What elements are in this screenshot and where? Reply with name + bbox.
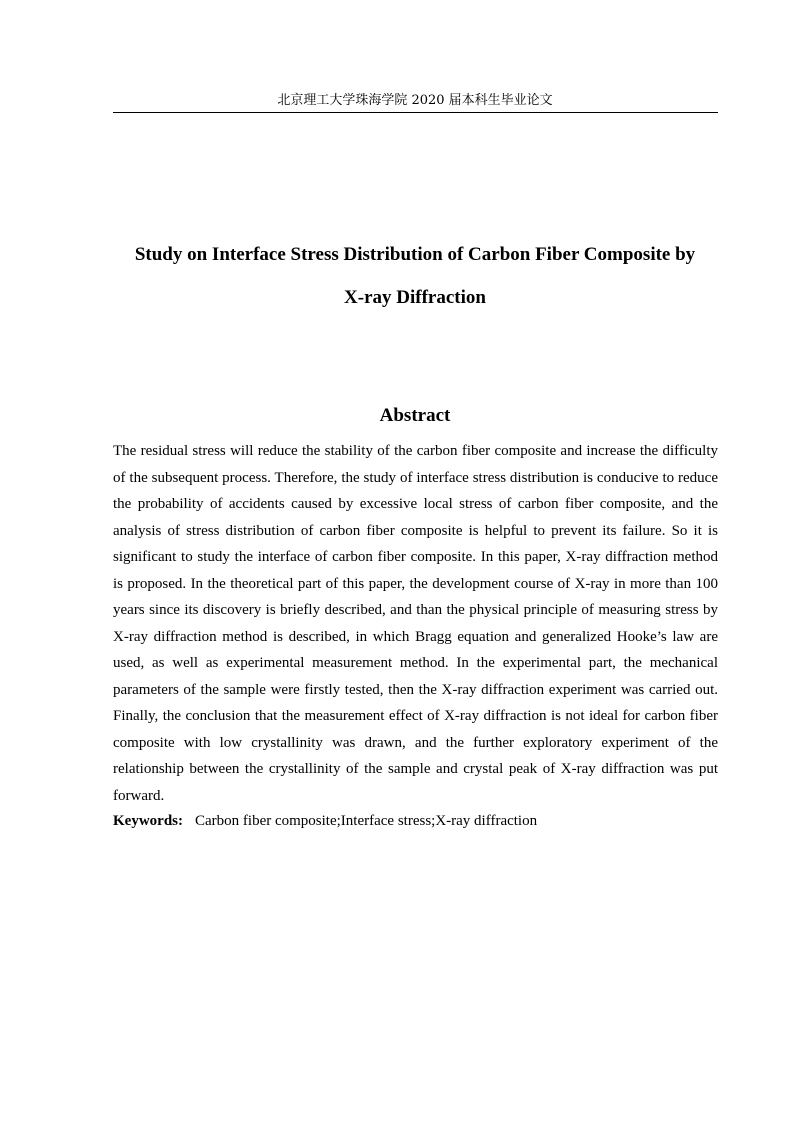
- keywords-value: Carbon fiber composite;Interface stress;X-ray diffraction: [195, 813, 538, 829]
- header-rule: [113, 112, 718, 113]
- keywords-label: Keywords:: [113, 813, 183, 829]
- paper-title-line-2: X-ray Diffraction: [344, 287, 486, 308]
- running-header: 北京理工大学珠海学院 2020 届本科生毕业论文: [277, 93, 553, 108]
- paper-title: [100, 233, 730, 319]
- paper-title-line-1: Study on Interface Stress Distribution of Carbon Fiber Composite by: [134, 244, 696, 265]
- abstract-body: The residual stress will reduce the stability of the carbon fiber composite and increase the difficulty of the subsequent process. Therefore, the study of interface stress distribution is conducive to reduce the probability of accidents caused by excessive local stress of carbon fiber composite, and the analysis of stress distribution of carbon fiber composite is helpful to prevent its failure. So it is significant to study the interface of carbon fiber composite. In this paper, X-ray diffraction method is proposed. In the theoretical part of this paper, the development course of X-ray in more than 100 years since its discovery is briefly described, and than the physical principle of measuring stress by X-ray diffraction method is described, in which Bragg equation and generalized Hooke’s law are used, as well as experimental measurement method. In the experimental part, the mechanical parameters of the sample were firstly tested, then the X-ray diffraction experiment was carried out. Finally, the conclusion that the measurement effect of X-ray diffraction is not ideal for carbon fiber composite with low crystallinity was drawn, and the further exploratory experiment of the relationship between the crystallinity of the sample and crystal peak of X-ray diffraction was put forward.: [113, 443, 718, 804]
- keywords-line: [113, 808, 718, 834]
- abstract-heading: Abstract: [379, 405, 451, 426]
